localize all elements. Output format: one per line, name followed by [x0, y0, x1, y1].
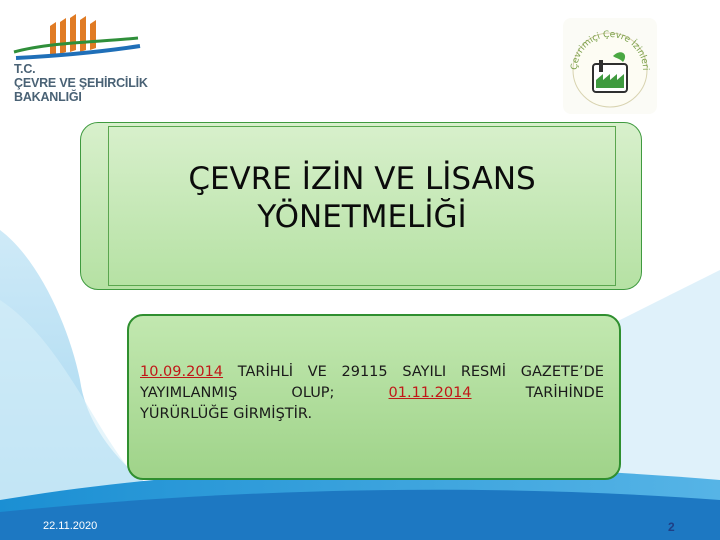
info-word: 29115	[341, 364, 388, 380]
logo-arc-text: Çevrimiçi Çevre İzinleri	[569, 29, 651, 71]
ministry-line-tc: T.C.	[14, 62, 36, 76]
info-word: OLUP;	[291, 385, 335, 401]
info-line-1	[140, 362, 604, 383]
info-word: VE	[307, 364, 327, 380]
info-word: SAYILI	[402, 364, 447, 380]
e-permit-logo	[563, 18, 657, 114]
footer-date: 22.11.2020	[43, 520, 98, 532]
info-word: RESMİ	[460, 364, 507, 380]
title-line-1: ÇEVRE İZİN VE LİSANS	[188, 161, 536, 197]
info-line-3	[140, 404, 604, 425]
ministry-line-bakanlik: BAKANLIĞI	[14, 90, 82, 104]
info-word: YÜRÜRLÜĞE GİRMİŞTİR.	[140, 406, 313, 422]
publication-date: 10.09.2014	[140, 364, 224, 380]
ministry-name	[14, 62, 148, 104]
title-line-2: YÖNETMELİĞİ	[257, 199, 467, 235]
info-word: GAZETE’DE	[520, 364, 604, 380]
info-word: YAYIMLANMIŞ	[140, 385, 238, 401]
info-text	[140, 362, 604, 425]
info-word: TARİHİNDE	[525, 385, 604, 401]
effective-date: 01.11.2014	[388, 385, 472, 401]
factory-leaf-icon	[563, 18, 657, 114]
info-word: TARİHLİ	[237, 364, 293, 380]
info-line-2	[140, 383, 604, 404]
ministry-line-name: ÇEVRE VE ŞEHİRCİLİK	[14, 76, 148, 90]
page-number: 2	[668, 520, 675, 534]
page-title	[108, 160, 616, 236]
